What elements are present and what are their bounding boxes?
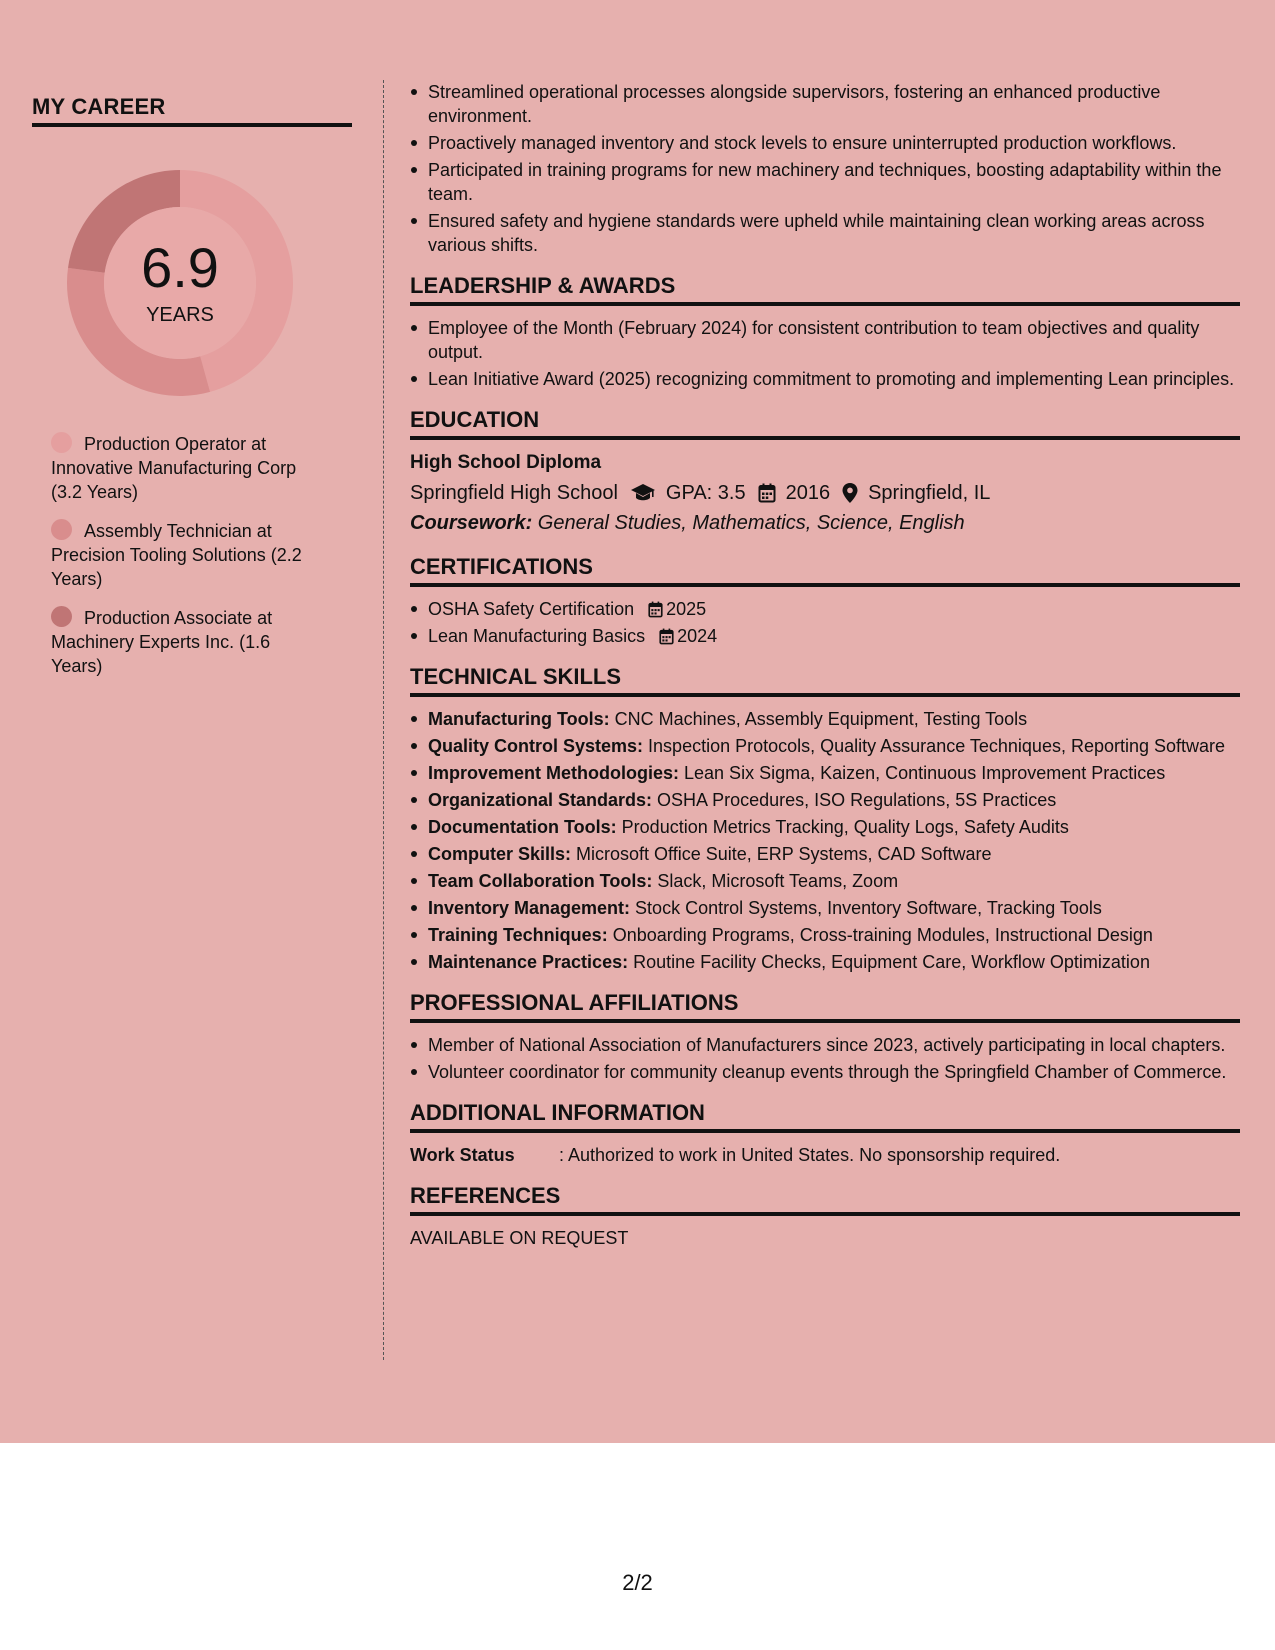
- page-number: 2/2: [622, 1570, 653, 1595]
- education-location: Springfield, IL: [868, 482, 991, 504]
- list-item: [410, 788, 1240, 812]
- calendar-icon: [648, 601, 663, 618]
- skill-label: Organizational Standards:: [428, 790, 653, 810]
- section-heading-skills: TECHNICAL SKILLS: [410, 664, 1240, 697]
- education-year: 2016: [785, 482, 831, 504]
- career-donut-chart: [67, 170, 293, 396]
- list-item: [410, 707, 1240, 731]
- education-details: [410, 478, 1240, 508]
- section-heading-certifications: CERTIFICATIONS: [410, 554, 1240, 587]
- legend-label: Production Operator at Innovative Manufacturing Corp (3.2 Years): [51, 434, 297, 502]
- skill-label: Quality Control Systems:: [428, 736, 644, 756]
- certification-year: 2024: [677, 626, 718, 646]
- section-heading-additional: ADDITIONAL INFORMATION: [410, 1100, 1240, 1133]
- certification-name: Lean Manufacturing Basics: [428, 626, 646, 646]
- education-coursework: [410, 508, 1240, 538]
- location-pin-icon: [842, 483, 858, 503]
- skill-label: Manufacturing Tools:: [428, 709, 610, 729]
- coursework-value: General Studies, Mathematics, Science, English: [532, 512, 965, 534]
- column-divider: [383, 80, 384, 1360]
- calendar-icon: [659, 628, 674, 645]
- legend-label: Production Associate at Machinery Experts Inc. (1.6 Years): [51, 608, 273, 676]
- list-item: [410, 761, 1240, 785]
- references-text: AVAILABLE ON REQUEST: [410, 1228, 629, 1248]
- skill-label: Computer Skills:: [428, 844, 572, 864]
- skills-list: [410, 707, 1240, 974]
- skill-label: Maintenance Practices:: [428, 952, 629, 972]
- legend-dot: [51, 519, 72, 540]
- skill-value: Routine Facility Checks, Equipment Care, Workflow Optimization: [628, 952, 1150, 972]
- skill-value: Lean Six Sigma, Kaizen, Continuous Improvement Practices: [679, 763, 1166, 783]
- section-heading-references: REFERENCES: [410, 1183, 1240, 1216]
- calendar-icon: [758, 483, 776, 503]
- skill-label: Documentation Tools:: [428, 817, 617, 837]
- skill-label: Improvement Methodologies:: [428, 763, 680, 783]
- list-item: [410, 597, 1240, 621]
- skill-value: Production Metrics Tracking, Quality Logs, Safety Audits: [616, 817, 1069, 837]
- list-item: [410, 734, 1240, 758]
- coursework-label: Coursework:: [410, 512, 533, 534]
- list-item: [410, 896, 1240, 920]
- section-heading-affiliations: PROFESSIONAL AFFILIATIONS: [410, 990, 1240, 1023]
- legend-dot: [51, 606, 72, 627]
- skill-label: Team Collaboration Tools:: [428, 871, 653, 891]
- work-status-row: [410, 1143, 1240, 1167]
- career-total-unit: YEARS: [146, 304, 214, 326]
- list-item: [410, 815, 1240, 839]
- skill-value: OSHA Procedures, ISO Regulations, 5S Practices: [652, 790, 1057, 810]
- list-item: [410, 923, 1240, 947]
- legend-dot: [51, 432, 72, 453]
- skill-value: CNC Machines, Assembly Equipment, Testing Tools: [609, 709, 1028, 729]
- career-legend-item: [51, 519, 326, 591]
- main-column: [410, 80, 1240, 1250]
- career-legend: [51, 432, 326, 678]
- list-item: Participated in training programs for new machinery and techniques, boosting adaptability within the team.: [410, 158, 1240, 206]
- list-item: [410, 624, 1240, 648]
- skill-value: Slack, Microsoft Teams, Zoom: [652, 871, 899, 891]
- skill-label: Inventory Management:: [428, 898, 631, 918]
- list-item: [410, 842, 1240, 866]
- certifications-list: [410, 597, 1240, 648]
- skill-value: Inspection Protocols, Quality Assurance Techniques, Reporting Software: [643, 736, 1226, 756]
- experience-bullets: [410, 80, 1240, 257]
- education-degree: High School Diploma: [410, 452, 602, 473]
- certification-name: OSHA Safety Certification: [428, 599, 635, 619]
- skill-value: Onboarding Programs, Cross-training Modules, Instructional Design: [607, 925, 1153, 945]
- section-heading-leadership: LEADERSHIP & AWARDS: [410, 273, 1240, 306]
- legend-label: Assembly Technician at Precision Tooling Solutions (2.2 Years): [51, 521, 302, 589]
- list-item: Ensured safety and hygiene standards were upheld while maintaining clean working areas across various shifts.: [410, 209, 1240, 257]
- list-item: Employee of the Month (February 2024) for consistent contribution to team objectives and quality output.: [410, 316, 1240, 364]
- list-item: Proactively managed inventory and stock levels to ensure uninterrupted production workflows.: [410, 131, 1240, 155]
- education-school: Springfield High School: [410, 482, 618, 504]
- list-item: Volunteer coordinator for community cleanup events through the Springfield Chamber of Commerce.: [410, 1060, 1240, 1084]
- career-total-value: 6.9: [141, 236, 219, 299]
- section-heading-education: EDUCATION: [410, 407, 1240, 440]
- career-legend-item: [51, 606, 326, 678]
- list-item: [410, 950, 1240, 974]
- list-item: Streamlined operational processes alongside supervisors, fostering an enhanced productive environment.: [410, 80, 1240, 128]
- skill-value: Stock Control Systems, Inventory Software, Tracking Tools: [630, 898, 1102, 918]
- career-legend-item: [51, 432, 326, 504]
- list-item: [410, 869, 1240, 893]
- certification-year: 2025: [666, 599, 707, 619]
- affiliations-list: [410, 1033, 1240, 1084]
- leadership-list: [410, 316, 1240, 391]
- work-status-label: Work Status: [410, 1145, 515, 1165]
- education-gpa: GPA: 3.5: [665, 482, 746, 504]
- skill-label: Training Techniques:: [428, 925, 608, 945]
- career-title: MY CAREER: [32, 94, 352, 127]
- list-item: Member of National Association of Manufacturers since 2023, actively participating in local chapters.: [410, 1033, 1240, 1057]
- graduation-cap-icon: [630, 483, 656, 503]
- list-item: Lean Initiative Award (2025) recognizing commitment to promoting and implementing Lean principles.: [410, 367, 1240, 391]
- work-status-value: : Authorized to work in United States. No sponsorship required.: [559, 1145, 1061, 1165]
- career-sidebar: [32, 94, 352, 693]
- skill-value: Microsoft Office Suite, ERP Systems, CAD Software: [571, 844, 992, 864]
